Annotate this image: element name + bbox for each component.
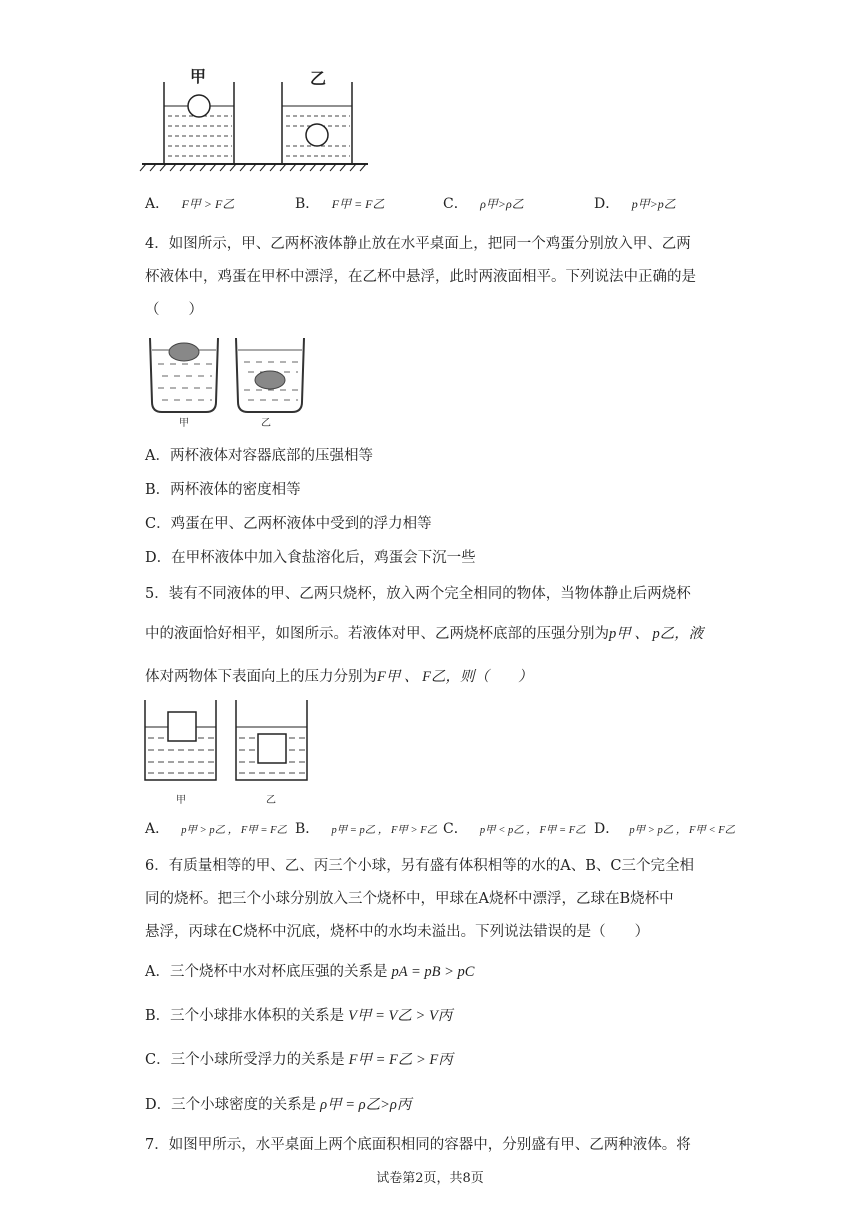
q5-stem-line2 xyxy=(145,622,703,643)
q5-option-d-letter: D． xyxy=(594,821,620,837)
q5-label-jia: 甲 xyxy=(176,795,186,806)
q3-label-yi: 乙 xyxy=(310,69,327,88)
q7-stem-line1: 7．如图甲所示，水平桌面上两个底面积相同的容器中，分别盛有甲、乙两种液体。将 xyxy=(145,1137,691,1153)
q5-option-c-expr: p甲 < p乙 ， F甲 = F乙 xyxy=(479,825,586,836)
q6-option-d-expr: ρ甲 = ρ乙>ρ丙 xyxy=(320,1097,412,1113)
q6-stem-line2: 同的烧杯。把三个小球分别放入三个烧杯中，甲球在A烧杯中漂浮，乙球在B烧杯中 xyxy=(145,891,674,907)
q5-label-yi: 乙 xyxy=(266,795,276,806)
q6-option-b-expr: V甲 = V乙 > V丙 xyxy=(348,1008,453,1024)
q6-option-d-text: D．三个小球密度的关系是 xyxy=(145,1097,317,1113)
q5-option-a[interactable] xyxy=(145,818,287,838)
q5-option-b-letter: B． xyxy=(295,821,320,837)
q5-stem-line3 xyxy=(145,665,532,686)
q3-option-b-letter: B． xyxy=(295,196,320,212)
q5-stem-line3-symbols: F甲 、 F乙，则（ ） xyxy=(377,669,533,685)
q6-option-c-expr: F甲 = F乙 > F丙 xyxy=(348,1052,453,1068)
q5-stem-line2-text: 中的液面恰好相平，如图所示。若液体对甲、乙两烧杯底部的压强分别为 xyxy=(145,626,609,642)
q3-label-jia: 甲 xyxy=(190,67,207,86)
q5-option-c-letter: C． xyxy=(443,821,468,837)
q5-option-b[interactable] xyxy=(295,818,437,838)
q6-option-a-text: A．三个烧杯中水对杯底压强的关系是 xyxy=(145,964,388,980)
q3-option-d[interactable] xyxy=(594,193,676,213)
q4-label-yi: 乙 xyxy=(261,418,271,429)
q5-option-d-expr: p甲 > p乙 ， F甲 < F乙 xyxy=(629,825,736,836)
q5-stem-line1: 5．装有不同液体的甲、乙两只烧杯，放入两个完全相同的物体，当物体静止后两烧杯 xyxy=(145,586,691,602)
q6-stem-line1: 6．有质量相等的甲、乙、丙三个小球，另有盛有体积相等的水的A、B、C三个完全相 xyxy=(145,858,694,874)
q3-option-d-letter: D． xyxy=(594,196,620,212)
q3-option-c[interactable] xyxy=(443,193,524,213)
q5-option-d[interactable] xyxy=(594,818,735,838)
q3-option-b-expr: F甲 = F乙 xyxy=(331,197,385,211)
q3-option-a[interactable] xyxy=(145,193,234,213)
q3-option-a-letter: A． xyxy=(145,196,170,212)
q5-stem-line3-text: 体对两物体下表面向上的压力分别为 xyxy=(145,669,377,685)
q5-option-b-expr: p甲 = p乙 ， F甲 > F乙 xyxy=(331,825,438,836)
q5-option-a-expr: p甲 > p乙 ， F甲 = F乙 xyxy=(181,825,288,836)
q4-label-jia: 甲 xyxy=(179,418,189,429)
q5-option-c[interactable] xyxy=(443,818,586,838)
q6-option-c-text: C．三个小球所受浮力的关系是 xyxy=(145,1052,345,1068)
q3-option-c-letter: C． xyxy=(443,196,468,212)
q5-beakers-diagram xyxy=(144,700,314,785)
q6-option-b[interactable] xyxy=(145,1004,452,1025)
q3-option-b[interactable] xyxy=(295,193,385,213)
q4-stem-line2: 杯液体中，鸡蛋在甲杯中漂浮，在乙杯中悬浮，此时两液面相平。下列说法中正确的是 xyxy=(145,269,696,285)
q5-stem-line2-symbols: p甲 、 p乙，液 xyxy=(609,626,704,642)
q3-option-d-expr: p甲>p乙 xyxy=(631,197,676,211)
page-footer: 试卷第2页，共8页 xyxy=(376,1171,484,1186)
q3-option-a-expr: F甲 > F乙 xyxy=(181,197,235,211)
q3-beakers-diagram xyxy=(140,82,380,172)
q6-option-b-text: B．三个小球排水体积的关系是 xyxy=(145,1008,345,1024)
q6-option-a-expr: pA = pB > pC xyxy=(391,964,475,980)
q4-option-d[interactable]: D．在甲杯液体中加入食盐溶化后，鸡蛋会下沉一些 xyxy=(145,550,476,566)
q4-stem-line1: 4．如图所示，甲、乙两杯液体静止放在水平桌面上，把同一个鸡蛋分别放入甲、乙两 xyxy=(145,236,691,252)
q4-beakers-diagram xyxy=(148,338,308,413)
q6-stem-line3: 悬浮，丙球在C烧杯中沉底，烧杯中的水均未溢出。下列说法错误的是（ ） xyxy=(145,924,650,940)
q4-option-a[interactable]: A．两杯液体对容器底部的压强相等 xyxy=(145,448,373,464)
q3-option-c-expr: ρ甲>ρ乙 xyxy=(480,197,524,211)
q6-option-c[interactable] xyxy=(145,1048,453,1069)
q4-option-c[interactable]: C．鸡蛋在甲、乙两杯液体中受到的浮力相等 xyxy=(145,516,432,532)
q6-option-d[interactable] xyxy=(145,1093,411,1114)
q4-option-b[interactable]: B．两杯液体的密度相等 xyxy=(145,482,301,498)
q6-option-a[interactable] xyxy=(145,960,474,981)
q5-option-a-letter: A． xyxy=(145,821,170,837)
q4-stem-line3: （ ） xyxy=(145,302,203,318)
